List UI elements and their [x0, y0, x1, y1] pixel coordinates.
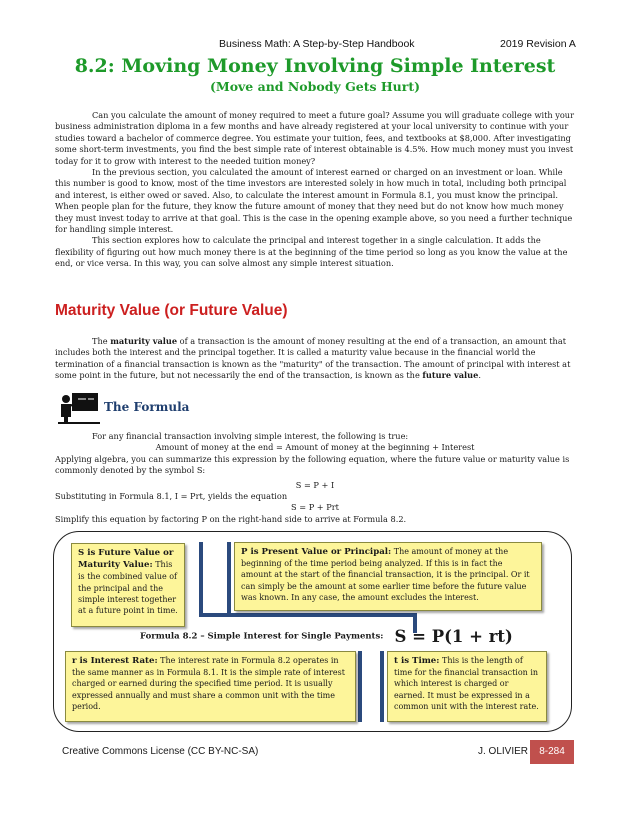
maturity-pre: The	[92, 336, 111, 346]
p-connector	[227, 542, 231, 614]
p-description: The amount of money at the beginning of the time period being analyzed. If this is in fact the amount at the start of the financial transaction, it is the principal. Or it can simply be the amount at some earlier time before the future value was known. In any case, the amount excludes the interest.	[241, 547, 530, 602]
page-title: 8.2: Moving Money Involving Simple Interest	[74, 55, 556, 77]
r-description: The interest rate in Formula 8.2 operates in the same manner as in Formula 8.1. It is the simple rate of interest charged or earned during the specified time period. It is usually expressed annually and must share a common unit with the time period.	[72, 656, 345, 711]
author-name: J. OLIVIER	[478, 746, 529, 757]
maturity-body: of a transaction is the amount of money resulting at the end of a transaction, an amount that includes both the interest and the principal together. It is called a maturity value because in the financial world the termination of a financial transaction is known as the "maturity" of the transaction. The amount of principal with interest at some point in the future, but not necessarily the end of the transaction, is known as the	[55, 336, 571, 381]
equation-1: Amount of money at the end = Amount of money at the beginning + Interest	[155, 442, 475, 453]
formula-line	[140, 626, 540, 646]
s-connector-horizontal	[199, 613, 417, 617]
r-definition-box	[65, 651, 356, 722]
term-maturity-value: maturity value	[110, 336, 178, 346]
formula-heading: The Formula	[104, 400, 190, 414]
s-connector	[199, 542, 203, 616]
intro-paragraph-1: Can you calculate the amount of money required to meet a future goal? Assume you will graduate college with your business administration diploma in a few months and have already registered at your local university to continue with your studies toward a bachelor of commerce degree. You estimate your tuition, fees, and textbooks at $8,000. After investigating some short-term investments, you find the best simple rate of interest obtainable is 4.5%. How much money must you invest today for it to grow with interest to the needed tuition money?	[55, 110, 574, 166]
section-heading: Maturity Value (or Future Value)	[55, 302, 288, 319]
page-subtitle: (Move and Nobody Gets Hurt)	[209, 79, 421, 94]
equation-3: S = P + Prt	[291, 502, 339, 513]
formula-line-3: Substituting in Formula 8.1, I = Prt, yields the equation	[55, 491, 288, 502]
maturity-paragraph	[55, 336, 575, 382]
formula-main: S = P(1 + rt)	[394, 627, 513, 646]
maturity-end: .	[478, 370, 481, 381]
r-connector	[358, 651, 362, 722]
s-description: This is the combined value of the principal and the simple interest together at a future point in time.	[78, 560, 178, 616]
book-title: Business Math: A Step-by-Step Handbook	[219, 38, 415, 50]
revision-label: 2019 Revision A	[500, 38, 576, 50]
p-term: P is Present Value or Principal:	[241, 547, 392, 557]
t-connector	[380, 651, 384, 722]
intro-text	[55, 110, 575, 270]
formula-line-2: Applying algebra, you can summarize this expression by the following equation, where the future value or maturity value is commonly denoted by the symbol S:	[55, 453, 570, 476]
equation-2: S = P + I	[295, 479, 335, 490]
s-term: S is Future Value or Maturity Value:	[78, 548, 174, 571]
s-definition-box	[71, 543, 185, 627]
t-term: t is Time:	[394, 656, 440, 666]
p-definition-box	[234, 542, 542, 611]
t-description: This is the length of time for the financial transaction in which interest is charged or earned. It must be expressed in a common unit with the interest rate.	[394, 656, 539, 711]
r-term: r is Interest Rate:	[72, 656, 158, 666]
term-future-value: future value	[422, 370, 479, 381]
formula-line-1: For any financial transaction involving simple interest, the following is true:	[92, 431, 409, 441]
teacher-icon	[58, 391, 100, 425]
formula-text	[55, 431, 575, 525]
intro-paragraph-2: In the previous section, you calculated the amount of interest earned or charged on an investment or loan. While this number is good to know, most of the time investors are interested solely in how much in total, including both principal and interest, is either owed or saved. Also, to calculate the interest amount in Formula 8.1, you must know the principal. When people plan for the future, they know the future amount of money that they need but do not know how much money they must invest today to arrive at that goal. This is the case in the opening example above, so you need a further technique for handling simple interest.	[55, 167, 573, 235]
page-number-badge: 8-284	[530, 740, 574, 764]
maturity-value-text	[55, 336, 575, 382]
formula-label: Formula 8.2 – Simple Interest for Single Payments:	[140, 631, 384, 642]
formula-line-4: Simplify this equation by factoring P on the right-hand side to arrive at Formula 8.2.	[55, 513, 407, 524]
t-definition-box	[387, 651, 547, 722]
license-text: Creative Commons License (CC BY-NC-SA)	[62, 746, 259, 757]
intro-paragraph-3: This section explores how to calculate the principal and interest together in a single calculation. It adds the flexibility of figuring out how much money there is at the beginning of the time period so long as you know the value at the end, or vice versa. In this way, you can solve almost any simple interest situation.	[55, 235, 568, 269]
